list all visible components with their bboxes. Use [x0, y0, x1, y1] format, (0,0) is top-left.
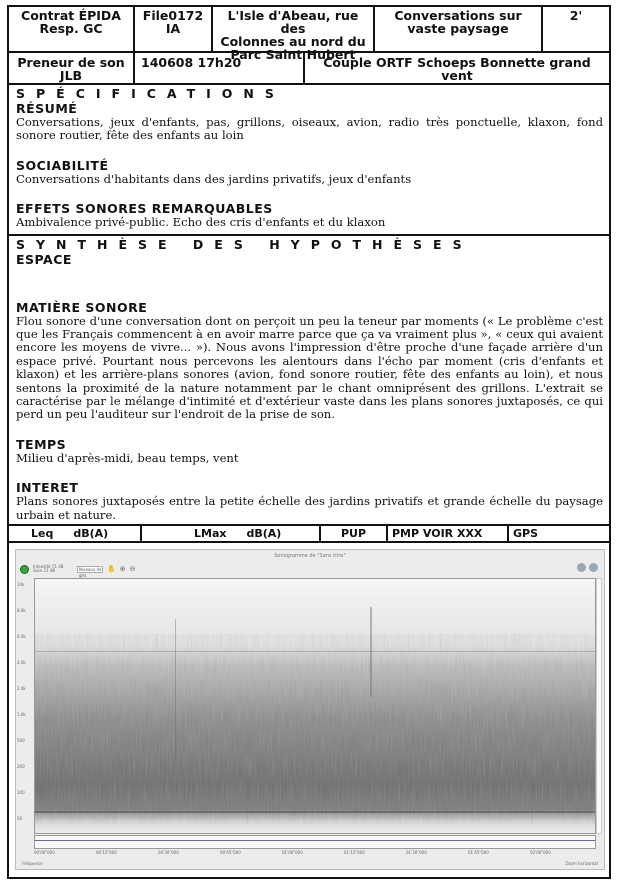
- title-cell: Conversations sur vaste paysage: [375, 7, 543, 51]
- intensity-value: 71 dB: [51, 563, 64, 569]
- spectrogram-toolbar: [16, 562, 604, 576]
- effets-text: Ambivalence privé-public. Echo des cris d'enfants et du klaxon: [16, 215, 386, 230]
- gain-label: Gain: [33, 568, 43, 574]
- contract-cell: Contrat ÉPIDA Resp. GC: [9, 7, 135, 51]
- intensity-gain-sliders[interactable]: [33, 565, 73, 574]
- y-tick: 8.0k: [17, 608, 26, 614]
- pmp-cell: PMP VOIR XXX: [388, 526, 509, 541]
- spectrogram-image: [35, 579, 596, 834]
- y-tick: 4.0k: [17, 660, 26, 666]
- specifications-heading: SPÉCIFICATIONS: [16, 86, 285, 101]
- espace-title: ESPACE: [16, 251, 72, 267]
- interet-text: Plans sonores juxtaposés entre la petite échelle des jardins privatifs et grande échelle du paysage urbain et nature.: [16, 494, 603, 522]
- print-icon[interactable]: [577, 563, 586, 572]
- resume-text: Conversations, jeux d'enfants, pas, grillons, oiseaux, avion, radio très ponctuelle, klaxon, fond sonore routier, fête des enfants au loin: [16, 115, 603, 143]
- y-tick: 6.0k: [17, 634, 26, 640]
- x-tick: 00'00"000: [34, 850, 55, 856]
- sociabilite-title: SOCIABILITÉ: [16, 157, 109, 173]
- effets-title: EFFETS SONORES REMARQUABLES: [16, 201, 273, 217]
- recorder-cell: Preneur de son JLB: [9, 53, 135, 83]
- resume-title: RÉSUMÉ: [16, 101, 78, 116]
- interet-title: INTERET: [16, 480, 79, 496]
- hand-tool-icon[interactable]: ✋: [107, 565, 116, 574]
- leq-cell: [9, 526, 142, 541]
- spectrogram-screenshot: [9, 543, 609, 872]
- lmax-cell: [142, 526, 321, 541]
- y-tick: 50: [17, 816, 23, 822]
- window-title: Sonogramme de "Sans titre": [274, 553, 346, 560]
- duration-cell: 2': [569, 8, 583, 23]
- time-axis: [34, 850, 596, 856]
- x-tick: 02'00"000: [530, 850, 551, 856]
- y-tick: 200: [17, 764, 25, 770]
- x-tick: 01'45"000: [468, 850, 489, 856]
- spectrogram-window: [15, 549, 605, 870]
- x-tick: 00'30"000: [158, 850, 179, 856]
- specifications-section: [9, 85, 609, 236]
- lmax-unit: dB(A): [246, 527, 282, 541]
- y-tick: 1.0k: [17, 712, 26, 718]
- color-scheme-select[interactable]: Niveaux de gris: [79, 566, 102, 578]
- synthese-heading: SYNTHÈSE DES HYPOTHÈSES: [16, 236, 473, 252]
- x-tick: 01'15"000: [344, 850, 365, 856]
- gps-cell: GPS: [513, 527, 539, 541]
- zoom-out-icon[interactable]: ⊖: [129, 565, 136, 574]
- status-right[interactable]: Zoom horizontal: [565, 861, 598, 867]
- file-id-cell: File0172 IA: [135, 7, 213, 51]
- window-right-icons: [577, 563, 598, 572]
- x-tick: 01'30"000: [406, 850, 427, 856]
- measurements-row: [9, 526, 609, 543]
- y-tick: 500: [17, 738, 25, 744]
- x-tick: 01'00"000: [282, 850, 303, 856]
- info-icon[interactable]: [589, 563, 598, 572]
- temps-title: TEMPS: [16, 436, 67, 452]
- gain-value: 21 dB: [43, 568, 56, 574]
- y-tick: 2.0k: [17, 686, 26, 692]
- header-row-2: [9, 53, 609, 85]
- y-tick: 100: [17, 790, 25, 796]
- x-tick: 00'15"000: [96, 850, 117, 856]
- datetime-cell: 140608 17h20: [135, 53, 305, 83]
- microphone-cell: Couple ORTF Schoeps Bonnette grand vent: [323, 55, 591, 83]
- play-button[interactable]: [20, 565, 29, 574]
- vertical-scrollbar[interactable]: [596, 578, 602, 834]
- pup-cell: PUP: [321, 526, 388, 541]
- status-left: Fréquence: [22, 861, 43, 867]
- location-cell: L'Isle d'Abeau, rue des Colonnes au nord du Parc Saint Hubert: [213, 7, 375, 51]
- matiere-title: MATIÈRE SONORE: [16, 299, 148, 315]
- leq-unit: dB(A): [73, 527, 109, 541]
- zoom-in-icon[interactable]: ⊕: [119, 565, 126, 574]
- sociabilite-text: Conversations d'habitants dans des jardins privatifs, jeux d'enfants: [16, 171, 412, 186]
- timeline-strip[interactable]: [34, 835, 596, 849]
- synthese-section: [9, 236, 609, 526]
- frequency-axis: [17, 578, 34, 834]
- lmax-label: LMax: [194, 527, 227, 541]
- status-bar: [16, 859, 604, 869]
- temps-text: Milieu d'après-midi, beau temps, vent: [16, 450, 239, 465]
- y-tick: 10k: [17, 582, 25, 588]
- spectrogram-plot[interactable]: [34, 578, 596, 834]
- leq-label: Leq: [31, 527, 54, 541]
- matiere-text: Flou sonore d'une conversation dont on perçoit un peu la teneur par moments (« Le problème c'est que les Français commencent à en avoir marre parce que ça va vraiment plus », « ceux qui avaient encore les moyens de vivre... »). Nous avons l'impression d'être proche d'une façade arrière d'un espace privé. Pourtant nous percevons les alentours dans l'écho par moment (cris d'enfants et klaxon) et les arrière-plans sonores (avion, fond sonore routier, fête des enfants au loin), et nous sentons la proximité de la nature notamment par le chant omniprésent des grillons. L'extrait se caractérise par le mélange d'intimité et d'extérieur vaste dans les plans sonores juxtaposés, ce qui perd un peu l'auditeur sur l'endroit de la prise de son.: [16, 313, 603, 422]
- sound-record-sheet: [7, 5, 611, 879]
- x-tick: 00'45"000: [220, 850, 241, 856]
- intensity-label: Intensité: [33, 563, 51, 569]
- header-row: [9, 7, 609, 62]
